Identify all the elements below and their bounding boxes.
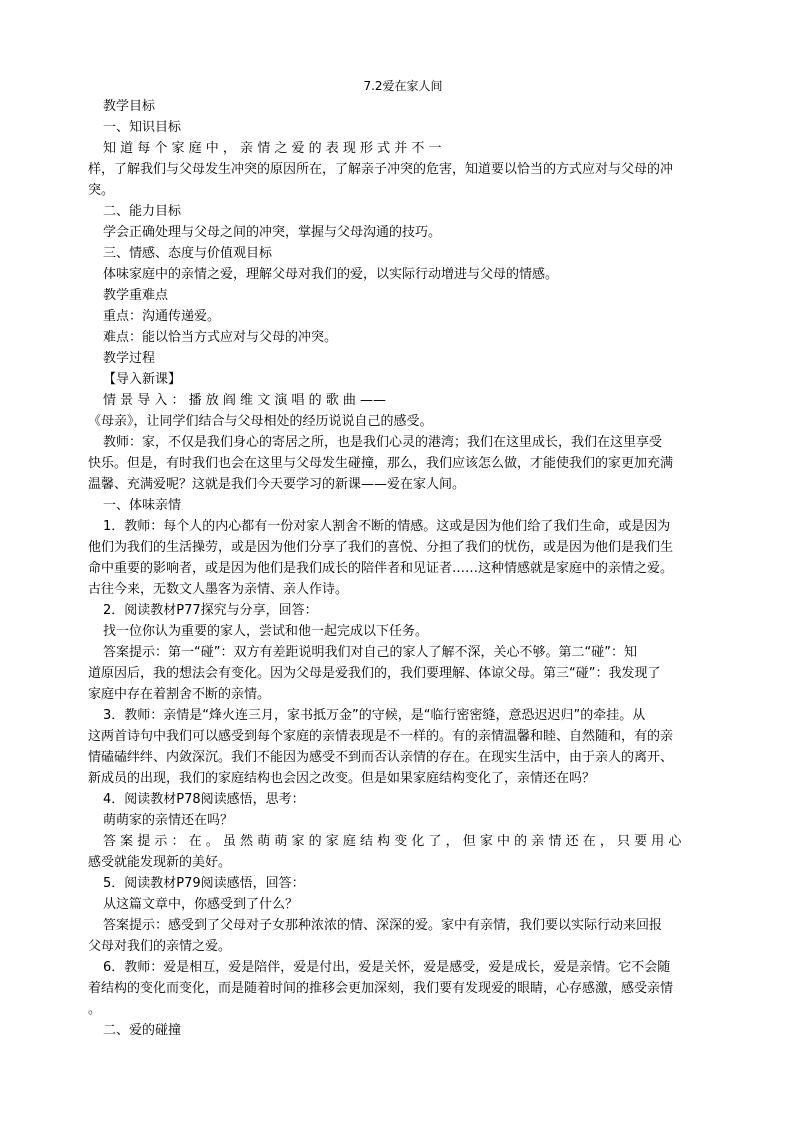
- text-line: 2．阅读教材P77探究与分享，回答：: [103, 603, 318, 618]
- text-line: 情 景 导 入 ： 播 放 阎 维 文 演 唱 的 歌 曲 ——: [103, 393, 386, 408]
- text-line: 古往今来，无数文人墨客为亲情、亲人作诗。: [88, 582, 349, 597]
- text-line: 《母亲》，让同学们结合与父母相处的经历说说自己的感受。: [88, 414, 433, 429]
- text-line: 教学重难点: [103, 288, 169, 303]
- text-line: 命中重要的影响者，或是因为他们是我们成长的陪伴者和见证者……这种情感就是家庭中的亲情之爱。: [88, 561, 674, 576]
- text-line: 突。: [88, 183, 115, 198]
- text-line: 知 道 每 个 家 庭 中 ， 亲 情 之 爱 的 表 现 形 式 并 不 一: [103, 141, 442, 156]
- text-line: 4．阅读教材P78阅读感悟，思考：: [103, 792, 305, 807]
- text-line: 答 案 提 示 ： 在 。 虽 然 萌 萌 家 的 家 庭 结 构 变 化 了 ， 但 家 中 的 亲 情 还 在 ， 只 要 用 心: [103, 834, 682, 849]
- text-line: 情磕磕绊绊、内敛深沉。我们不能因为感受不到而否认亲情的存在。在现实生活中，由于亲人的离开、: [88, 750, 674, 765]
- text-line: 萌萌家的亲情还在吗？: [103, 813, 234, 828]
- text-line: 快乐。但是，有时我们也会在这里与父母发生碰撞，那么，我们应该怎么做，才能使我们的家更加充满: [88, 456, 674, 471]
- text-line: 3．教师：亲情是“烽火连三月，家书抵万金”的守候，是“临行密密缝，意恐迟迟归”的牵挂。从: [103, 708, 646, 723]
- text-line: 一、知识目标: [103, 120, 182, 135]
- text-line: 三、情感、态度与价值观目标: [103, 246, 273, 261]
- text-line: 重点：沟通传递爱。: [103, 309, 221, 324]
- text-line: 体味家庭中的亲情之爱，理解父母对我们的爱，以实际行动增进与父母的情感。: [103, 267, 559, 282]
- text-line: 找一位你认为重要的家人，尝试和他一起完成以下任务。: [103, 624, 429, 639]
- text-line: 道原因后，我的想法会有变化。因为父母是爱我们的，我们要理解、体谅父母。第三“碰”：我发现了: [88, 666, 661, 681]
- text-line: 样，了解我们与父母发生冲突的原因所在，了解亲子冲突的危害，知道要以恰当的方式应对与父母的冲: [88, 162, 674, 177]
- text-line: 新成员的出现，我们的家庭结构也会因之改变。但是如果家庭结构变化了，亲情还在吗？: [88, 771, 596, 786]
- text-line: 5．阅读教材P79阅读感悟，回答：: [103, 876, 305, 891]
- document-page: [88, 76, 718, 1041]
- text-line: 。: [88, 1002, 102, 1017]
- text-line: 教学过程: [103, 351, 156, 366]
- text-line: 1．教师：每个人的内心都有一份对家人割舍不断的情感。这或是因为他们给了我们生命，或是因为: [103, 519, 671, 534]
- text-line: 难点：能以恰当方式应对与父母的冲突。: [103, 330, 338, 345]
- text-line: 教学目标: [103, 99, 156, 114]
- text-line: 【导入新课】: [103, 372, 182, 387]
- text-line: 他们为我们的生活操劳，或是因为他们分享了我们的喜悦、分担了我们的忧伤，或是因为他们是我们生: [88, 540, 674, 555]
- text-line: 教师：家，不仅是我们身心的寄居之所，也是我们心灵的港湾；我们在这里成长，我们在这里享受: [103, 435, 663, 450]
- text-line: 这两首诗句中我们可以感受到每个家庭的亲情表现是不一样的。有的亲情温馨和睦、自然随和，有的亲: [88, 729, 674, 744]
- text-line: 答案提示：感受到了父母对子女那种浓浓的情、深深的爱。家中有亲情，我们要以实际行动来回报: [103, 918, 663, 933]
- text-line: 二、能力目标: [103, 204, 182, 219]
- text-line: 感受就能发现新的美好。: [88, 855, 232, 870]
- text-line: 家庭中存在着割舍不断的亲情。: [88, 687, 271, 702]
- document-body: [88, 96, 718, 1041]
- text-line: 从这篇文章中，你感受到了什么？: [103, 897, 299, 912]
- document-title: 7.2爱在家人间: [363, 79, 443, 93]
- text-line: 二、爱的碰撞: [103, 1023, 182, 1038]
- text-line: 学会正确处理与父母之间的冲突，掌握与父母沟通的技巧。: [103, 225, 442, 240]
- text-line: 6．教师：爱是相互，爱是陪伴，爱是付出，爱是关怀，爱是感受，爱是成长，爱是亲情。它不会随: [103, 960, 671, 975]
- text-line: 温馨、充满爱呢？这就是我们今天要学习的新课——爱在家人间。: [88, 477, 466, 492]
- text-line: 一、体味亲情: [103, 498, 182, 513]
- text-line: 父母对我们的亲情之爱。: [88, 939, 232, 954]
- text-line: 答案提示：第一“碰”：双方有差距说明我们对自己的家人了解不深，关心不够。第二“碰”：知: [103, 645, 637, 660]
- text-line: 着结构的变化而变化，而是随着时间的推移会更加深刻，我们要有发现爱的眼睛，心存感激，感受亲情: [88, 981, 674, 996]
